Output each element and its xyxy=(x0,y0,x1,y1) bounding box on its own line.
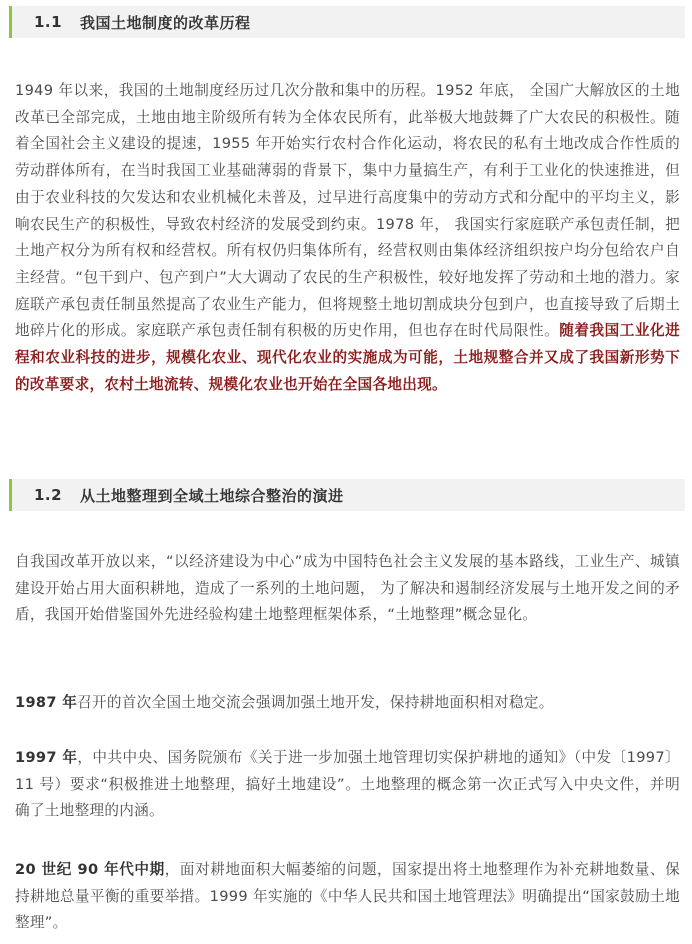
paragraph-land-reform-history xyxy=(15,78,680,398)
section-number: 1.2 xyxy=(34,486,63,504)
highlighted-text: 随着我国工业化进程和农业科技的进步，规模化农业、现代化农业的实施成为可能，土地规整合并又成了我国新形势下的改革要求，农村土地流转、规模化农业也开始在全国各地出现。 xyxy=(15,322,680,393)
event-text: ，面对耕地面积大幅萎缩的问题，国家提出将土地整理作为补充耕地数量、保持耕地总量平衡的重要举措。1999 年实施的《中华人民共和国土地管理法》明确提出“国家鼓励土地整理”。 xyxy=(15,861,681,932)
event-text: ，中共中央、国务院颁布《关于进一步加强土地管理切实保护耕地的通知》（中发〔1997〕11 号）要求“积极推进土地整理，搞好土地建设”。土地整理的概念第一次正式写入中央文件，并明确了土地整理的内涵。 xyxy=(15,749,680,820)
event-lead: 1997 年 xyxy=(15,749,78,766)
paragraph-event-1987 xyxy=(15,690,680,717)
event-lead: 20 世纪 90 年代中期 xyxy=(15,861,165,878)
paragraph-event-1997 xyxy=(15,745,680,825)
event-lead: 1987 年 xyxy=(15,694,78,711)
event-text: 召开的首次全国土地交流会强调加强土地开发，保持耕地面积相对稳定。 xyxy=(77,694,554,711)
paragraph-text: 1949 年以来，我国的土地制度经历过几次分散和集中的历程。1952 年底， 全国广大解放区的土地改革已全部完成，土地由地主阶级所有转为全体农民所有，此举极大地鼓舞了广大农民的积极性。随着全国社会主义建设的提速，1955 年开始实行农村合作化运动，将农民的私有土地改成合作性质的劳动群体所有，在当时我国工业基础薄弱的背景下，集中力量搞生产，有利于工业化的快速推进，但由于农业科技的欠发达和农业机械化未普及，过早进行高度集中的劳动方式和分配中的平均主义，影响农民生产的积极性，导致农村经济的发展受到约束。1978 年， 我国实行家庭联产承包责任制，把土地产权分为所有权和经营权。所有权仍归集体所有，经营权则由集体经济组织按户均分包给农户自主经营。“包干到户、包产到户”大大调动了农民的生产积极性，较好地发挥了劳动和土地的潜力。家庭联产承包责任制虽然提高了农业生产能力，但将规整土地切割成块分包到户，也直接导致了后期土地碎片化的形成。家庭联产承包责任制有积极的历史作用，但也存在时代局限性。 xyxy=(15,82,680,340)
paragraph-event-1990s xyxy=(15,857,680,937)
section-number: 1.1 xyxy=(34,13,63,31)
section-title: 从土地整理到全域土地综合整治的演进 xyxy=(80,486,344,505)
paragraph-intro: 自我国改革开放以来，“以经济建设为中心”成为中国特色社会主义发展的基本路线，工业生产、城镇建设开始占用大面积耕地，造成了一系列的土地问题， 为了解决和遏制经济发展与土地开发之间的矛盾，我国开始借鉴国外先进经验构建土地整理框架体系，“土地整理”概念显化。 xyxy=(15,553,680,624)
section-title: 我国土地制度的改革历程 xyxy=(80,13,251,32)
section-heading-1-2 xyxy=(9,479,685,511)
section-heading-1-1 xyxy=(9,6,685,38)
